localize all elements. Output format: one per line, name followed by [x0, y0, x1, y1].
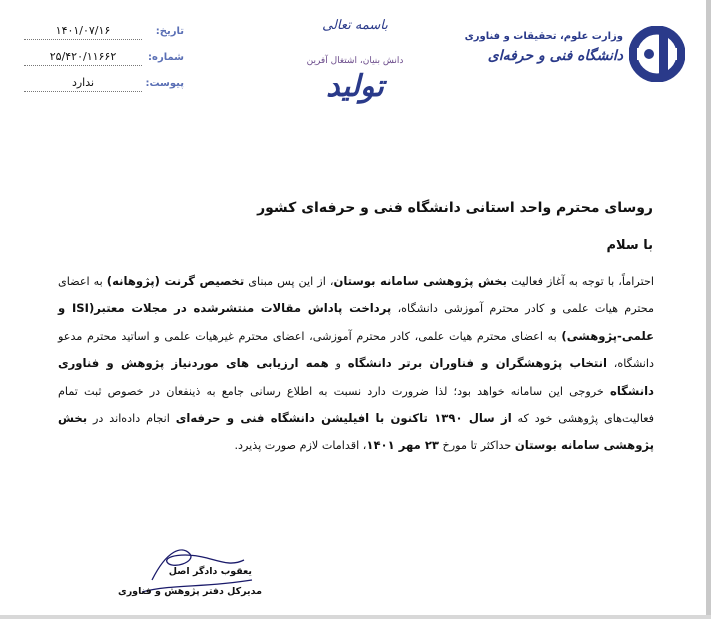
university-logo: [464, 26, 685, 86]
body-text-segment: ، از این پس مبنای: [244, 275, 334, 288]
body-text-segment: و: [328, 357, 348, 371]
letter-body: [58, 268, 654, 460]
body-bold-segment: از سال ۱۳۹۰ تاکنون با افیلیشن دانشگاه فنی و حرفه‌ای: [175, 411, 512, 426]
body-bold-segment: تخصیص گرنت (پژوهانه): [106, 274, 245, 288]
year-slogan-emblem: [300, 18, 410, 148]
body-bold-segment: بخش پژوهشی سامانه بوستان: [333, 274, 508, 288]
slogan-title: تولید: [326, 69, 384, 104]
body-text-segment: به اعضای محترم هیات علمی و کادر محترم آموزشی دانشگاه،: [58, 275, 655, 316]
body-bold-segment: انتخاب پژوهشگران و فناوران برتر دانشگاه: [347, 356, 607, 371]
letter-greeting: با سلام: [606, 238, 653, 253]
letter-addressee: روسای محترم واحد استانی دانشگاه فنی و حرفه‌ای کشور: [257, 200, 653, 216]
body-text-segment: احتراماً، با توجه به آغاز فعالیت: [507, 275, 654, 288]
date-value: ۱۴۰۱/۰۷/۱۶: [24, 24, 142, 40]
attachment-value: ندارد: [24, 76, 142, 92]
university-name-block: [464, 30, 623, 68]
attachment-label: پیوست:: [145, 78, 184, 89]
scrollbar-track[interactable]: [706, 0, 711, 619]
body-bold-segment: همه ارزیابی های موردنیاز پژوهش و فناوری دانشگاه: [58, 356, 654, 398]
body-text-segment: به اعضای محترم هیات علمی، کادر محترم آموزشی، اعضای محترم غیرهیات علمی و اساتید محترم مدعو دانشگاه،: [58, 329, 654, 371]
meta-number-row: [24, 40, 184, 66]
body-text-segment: حداکثر تا مورخ: [438, 439, 515, 453]
meta-date-row: [24, 14, 184, 40]
university-name: دانشگاه فنی و حرفه‌ای: [487, 48, 623, 64]
signature-block: [112, 540, 272, 612]
bottom-border: [0, 615, 711, 619]
body-text-segment: انجام داده‌اند در: [87, 412, 176, 426]
university-emblem-icon: [629, 26, 685, 82]
letter-meta: [24, 14, 184, 92]
body-bold-segment: پرداخت پاداش مقالات منتشرشده در مجلات معتبر(ISI و علمی-پژوهشی): [58, 301, 654, 343]
date-label: تاریخ:: [155, 26, 184, 37]
signatory-title: مدیرکل دفتر پژوهش و فناوری: [117, 586, 262, 597]
body-bold-segment: بخش پژوهشی سامانه بوستان: [58, 411, 654, 453]
body-text-segment: خروجی این سامانه خواهد بود؛ لذا ضرورت دارد نسبت به اطلاع رسانی جامع به ذینفعان در خصوص ثبت تمام فعالیت‌های پژوهشی خود که: [58, 384, 654, 426]
number-value: ۲۵/۴۲۰/۱۱۶۶۲: [24, 50, 142, 66]
body-text-segment: ، اقدامات لازم صورت پذیرد.: [234, 439, 367, 453]
signatory-name: یعقوب دادگر اصل: [168, 566, 252, 577]
ministry-name: وزارت علوم، تحقیقات و فناوری: [464, 31, 623, 42]
bismillah-text: باسمه تعالی: [322, 18, 388, 33]
meta-attachment-row: [24, 66, 184, 92]
number-label: شماره:: [148, 52, 184, 63]
slogan-subtitle: دانش بنیان، اشتغال آفرین: [306, 56, 404, 66]
body-bold-segment: ۲۳ مهر ۱۴۰۱: [366, 438, 439, 453]
